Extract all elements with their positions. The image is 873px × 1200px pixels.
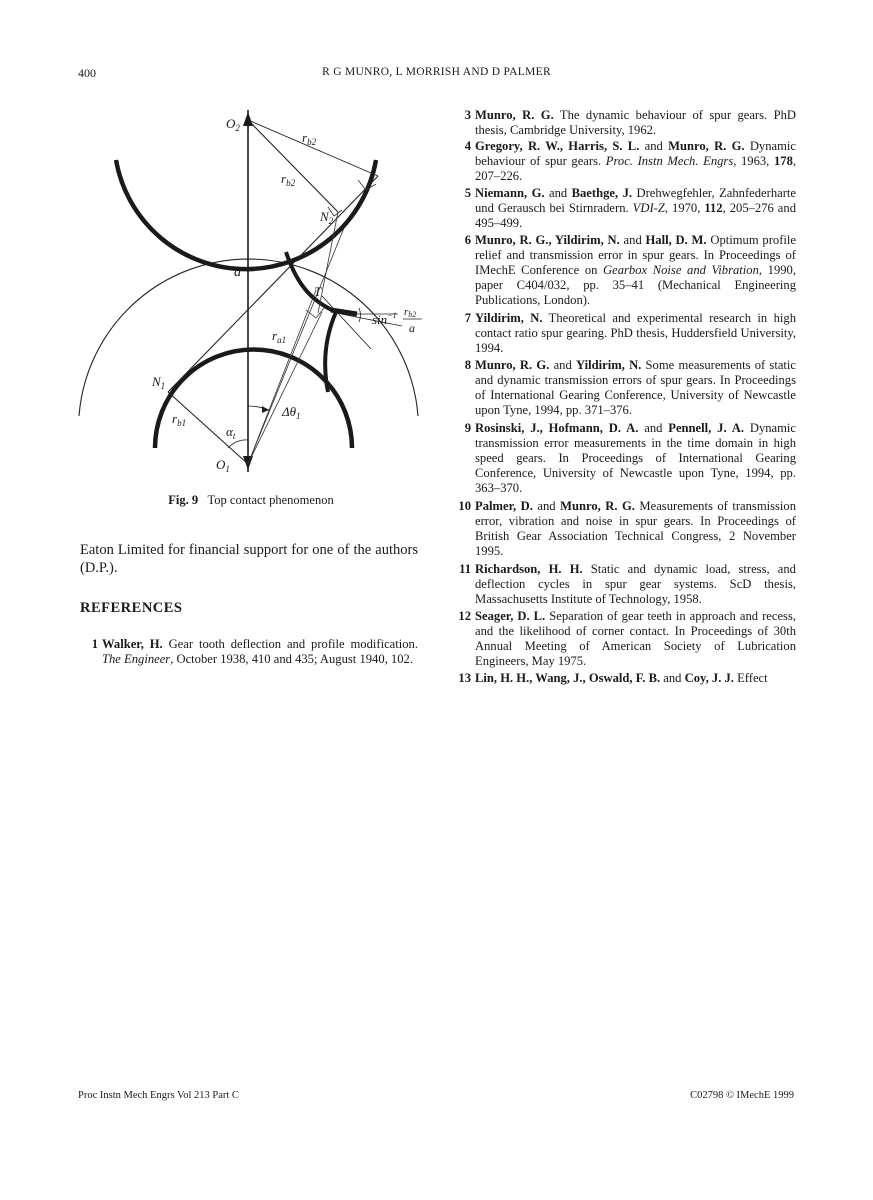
reference-authors: Baethge, J. [571, 186, 633, 200]
figure-caption-text: Top contact phenomenon [207, 493, 334, 507]
reference-authors: Pennell, J. A. [668, 421, 744, 435]
reference-tail: , October 1938, 410 and 435; August 1940, 102. [170, 652, 413, 666]
reference-authors: Hall, D. M. [645, 233, 707, 247]
rb1-radius [168, 392, 248, 464]
reference-conj: and [660, 671, 685, 685]
label-o1: $O_1$ [216, 457, 230, 474]
reference-authors: Richardson, H. H. [475, 562, 583, 576]
reference-number: 4 [464, 139, 471, 153]
reference-number: 9 [464, 421, 471, 435]
label-a: a [234, 265, 241, 280]
label-dtheta: $\Delta\theta_1$ [282, 404, 301, 421]
reference-number: 10 [458, 499, 471, 513]
label-o2: $O_2$ [226, 116, 240, 133]
reference-conj: and [639, 139, 669, 153]
reference-authors: Gregory, R. W., Harris, S. L. [475, 139, 640, 153]
reference-number: 6 [464, 233, 471, 247]
reference-item [459, 562, 796, 607]
reference-number: 13 [458, 671, 471, 685]
footer-journal: Proc Instn Mech Engrs Vol 213 Part C [78, 1090, 239, 1101]
reference-authors: Munro, R. G. [560, 499, 635, 513]
label-sin: $\sin^{-1}$ [372, 311, 397, 327]
reference-text: Separation of gear teeth in approach and recess, and the likelihood of corner contact. In Proceedings of 30th Annual Meeting of American Society of Lubrication Engineers, May 1975. [475, 609, 796, 668]
reference-authors: Munro, R. G. [668, 139, 745, 153]
reference-text: Static and dynamic load, stress, and deflection cycles in spur gear systems. ScD thesis, Massachusetts Institute of Technology, 1958. [475, 562, 796, 606]
figure-number: Fig. 9 [168, 493, 199, 507]
running-head: R G MUNRO, L MORRISH AND D PALMER [322, 66, 551, 78]
reference-number: 12 [458, 609, 471, 623]
reference-authors: Seager, D. L. [475, 609, 546, 623]
reference-text: Dynamic behaviour of spur gears. [475, 139, 797, 168]
reference-journal: The Engineer [102, 652, 171, 666]
line-of-action [168, 176, 378, 392]
reference-text: Some measurements of static and dynamic transmission errors of spur gears. In Proceedings of International Gearing Conference, University of Newcastle upon Tyne, 1994, pp. 371–376. [475, 358, 797, 417]
label-frac-num: rb2 [404, 306, 417, 319]
reference-number: 11 [459, 562, 471, 576]
reference-number: 1 [91, 637, 98, 651]
reference-text: Measurements of transmission error, vibration and noise in spur gears. In Proceedings of British Gear Association Technical Congress, 2 November 1995. [475, 499, 797, 558]
reference-authors: Coy, J. J. [684, 671, 734, 685]
reference-journal: Proc. Instn Mech. Engrs [605, 154, 734, 168]
reference-item [464, 311, 796, 356]
reference-text: Dynamic transmission error measurements in the time domain in high speed gears. In Proceedings of International Gearing Conference, University of Newcastle upon Tyne, 1994, pp. 363–370. [475, 421, 797, 495]
reference-text: Gear tooth deflection and profile modification. [162, 637, 418, 651]
reference-authors: Lin, H. H., Wang, J., Oswald, F. B. [475, 671, 661, 685]
label-n2: $N_2$ [320, 209, 334, 226]
reference-number: 7 [464, 311, 471, 325]
reference-conj: and [532, 499, 561, 513]
reference-text: Drehwegfehler, Zahnfederharte und Gerausch bei Stirnradern. [475, 186, 796, 215]
references-heading: REFERENCES [80, 600, 183, 616]
reference-number: 5 [464, 186, 471, 200]
label-rb1: $r_{b1}$ [172, 411, 187, 428]
gear2-arc [116, 160, 376, 269]
reference-authors: Rosinski, J., Hofmann, D. A. [475, 421, 639, 435]
reference-tail: , 1970, [664, 201, 705, 215]
acknowledgement: Eaton Limited for financial support for one of the authors (D.P.). [80, 542, 418, 576]
page-number: 400 [78, 66, 96, 80]
reference-item [91, 637, 418, 667]
reference-item [464, 358, 797, 418]
reference-pages: , 205–276 and 495–499. [475, 201, 796, 230]
reference-conj: and [544, 186, 572, 200]
reference-item [464, 108, 796, 138]
reference-volume: 112 [704, 201, 723, 215]
reference-volume: 178 [773, 154, 793, 168]
reference-authors: Munro, R. G., Yildirim, N. [475, 233, 620, 247]
reference-text: Effect [733, 671, 768, 685]
reference-conj: and [619, 233, 646, 247]
figure-caption [76, 493, 426, 508]
gear1-arc [155, 350, 352, 448]
reference-authors: Yildirim, N. [575, 358, 642, 372]
reference-tail: , 1990, paper C404/032, pp. 35–41 (Mechanical Engineering Publications, London). [475, 263, 796, 307]
label-rb2-mid: $r_{b2}$ [281, 171, 296, 188]
reference-item [458, 671, 796, 686]
reference-conj: and [549, 358, 576, 372]
reference-authors: Munro, R. G. [475, 108, 554, 122]
reference-number: 8 [464, 358, 471, 372]
angle-arc-alpha [228, 440, 248, 448]
reference-text: The dynamic behaviour of spur gears. PhD thesis, Cambridge University, 1962. [475, 108, 796, 137]
reference-authors: Yildirim, N. [475, 311, 543, 325]
footer-copyright: C02798 © IMechE 1999 [690, 1090, 794, 1101]
reference-conj: and [638, 421, 669, 435]
reference-journal: Gearbox Noise and Vibration [603, 263, 759, 277]
label-alpha: $\alpha_t$ [226, 424, 236, 441]
reference-authors: Walker, H. [102, 637, 163, 651]
gear-contact-diagram [76, 100, 426, 490]
reference-number: 3 [464, 108, 471, 122]
reference-item [458, 499, 797, 559]
reference-authors: Palmer, D. [475, 499, 533, 513]
reference-item [464, 421, 797, 496]
label-frac-den: a [409, 321, 415, 335]
reference-item [464, 186, 796, 231]
angle-arc-sin [359, 308, 360, 322]
reference-text: Optimum profile relief and transmission error in spur gears. In Proceedings of IMechE Conference on [475, 233, 796, 277]
reference-text: Theoretical and experimental research in high contact ratio spur gearing. PhD thesis, Huddersfield University, 1994. [475, 311, 796, 355]
label-ra1: $r_{a1}$ [272, 328, 287, 345]
rb2-radius-2 [248, 120, 378, 176]
figure-9 [76, 100, 426, 490]
reference-item [458, 609, 796, 669]
label-rb2-top: $r_{b2}$ [302, 130, 317, 147]
aux-line [248, 228, 344, 464]
reference-tail: , 1963, [733, 154, 774, 168]
reference-item [464, 233, 796, 308]
reference-authors: Munro, R. G. [475, 358, 550, 372]
reference-journal: VDI-Z [632, 201, 665, 215]
label-t: T [314, 284, 322, 299]
rb2-radius [248, 120, 338, 212]
reference-item [464, 139, 797, 184]
label-n1: $N_1$ [152, 374, 166, 391]
reference-authors: Niemann, G. [475, 186, 545, 200]
reference-pages: , 207–226. [475, 154, 797, 183]
